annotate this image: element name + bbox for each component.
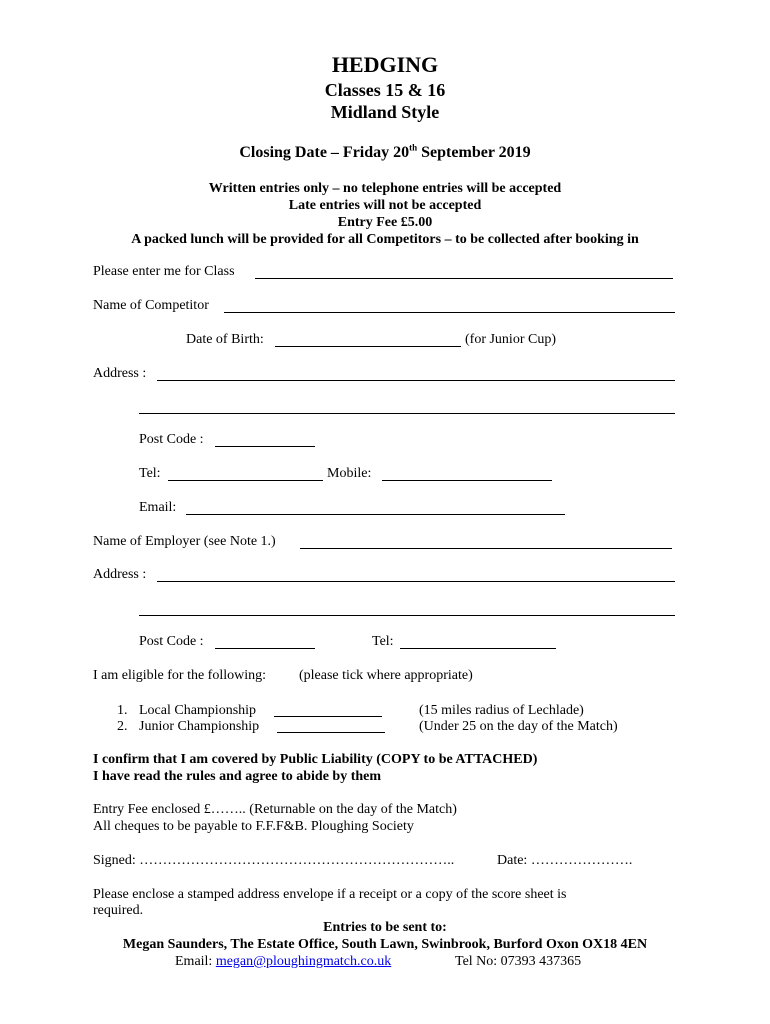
dob-label: Date of Birth:	[186, 332, 264, 347]
date-field[interactable]: Date: ………………….	[497, 853, 633, 868]
style-heading: Midland Style	[330, 102, 440, 122]
postcode-label: Post Code :	[139, 432, 204, 447]
dob-field[interactable]	[275, 346, 461, 347]
eligibility-num-2: 2.	[117, 719, 128, 734]
address-field-1[interactable]	[157, 380, 675, 381]
sae-note-line-2: required.	[93, 903, 144, 918]
postcode-field[interactable]	[215, 446, 315, 447]
notice-packed-lunch: A packed lunch will be provided for all Competitors – to be collected after booking in	[131, 232, 639, 247]
sae-note-line-1: Please enclose a stamped address envelope if a receipt or a copy of the score sheet is	[93, 887, 567, 902]
employer-address-field-2[interactable]	[139, 615, 675, 616]
confirm-public-liability: I confirm that I am covered by Public Liability (COPY to be ATTACHED)	[93, 752, 538, 767]
dob-note: (for Junior Cup)	[465, 332, 556, 347]
eligibility-note-local: (15 miles radius of Lechlade)	[419, 703, 584, 718]
mobile-field[interactable]	[382, 480, 552, 481]
class-field[interactable]	[255, 278, 673, 279]
notice-written-entries: Written entries only – no telephone entries will be accepted	[208, 181, 562, 196]
employer-tel-label: Tel:	[372, 634, 394, 649]
signed-field[interactable]: Signed: …………………………………………………………..	[93, 853, 455, 868]
eligibility-intro: I am eligible for the following:	[93, 668, 267, 683]
employer-postcode-label: Post Code :	[139, 634, 204, 649]
closing-date-sup: th	[409, 142, 418, 153]
employer-address-field-1[interactable]	[157, 581, 675, 582]
eligibility-label-local: Local Championship	[139, 703, 257, 718]
footer-email	[175, 954, 391, 970]
email-link[interactable]: megan@ploughingmatch.co.uk	[215, 954, 392, 969]
cheques-payable: All cheques to be payable to F.F.F&B. Ploughing Society	[93, 819, 414, 834]
confirm-rules: I have read the rules and agree to abide by them	[93, 769, 382, 784]
tel-label: Tel:	[139, 466, 161, 481]
mobile-label: Mobile:	[327, 466, 372, 481]
eligibility-label-junior: Junior Championship	[139, 719, 260, 734]
employer-address-label: Address :	[93, 567, 147, 582]
closing-date-prefix: Closing Date – Friday 20	[239, 144, 410, 161]
closing-date	[0, 144, 770, 162]
competitor-label: Name of Competitor	[93, 298, 209, 313]
page-title: HEDGING	[331, 52, 439, 77]
notice-entry-fee: Entry Fee £5.00	[337, 215, 433, 230]
class-label: Please enter me for Class	[93, 264, 235, 279]
email-label: Email:	[139, 500, 177, 515]
send-to-address: Megan Saunders, The Estate Office, South Lawn, Swinbrook, Burford Oxon OX18 4EN	[122, 937, 648, 952]
address-field-2[interactable]	[139, 413, 675, 414]
competitor-field[interactable]	[224, 312, 675, 313]
eligibility-note: (please tick where appropriate)	[299, 668, 473, 683]
classes-heading: Classes 15 & 16	[324, 80, 446, 100]
junior-championship-tick-field[interactable]	[277, 732, 385, 733]
fee-enclosed: Entry Fee enclosed £…….. (Returnable on the day of the Match)	[93, 802, 457, 817]
footer-tel: Tel No: 07393 437365	[455, 954, 582, 969]
eligibility-note-junior: (Under 25 on the day of the Match)	[419, 719, 618, 734]
closing-date-suffix: September 2019	[417, 144, 531, 161]
employer-field[interactable]	[300, 548, 672, 549]
notice-late-entries: Late entries will not be accepted	[288, 198, 482, 213]
employer-postcode-field[interactable]	[215, 648, 315, 649]
footer-email-label: Email:	[175, 954, 216, 969]
employer-tel-field[interactable]	[400, 648, 556, 649]
eligibility-num-1: 1.	[117, 703, 128, 718]
address-label: Address :	[93, 366, 147, 381]
employer-label: Name of Employer (see Note 1.)	[93, 534, 276, 549]
send-to-heading: Entries to be sent to:	[323, 920, 447, 935]
email-field[interactable]	[186, 514, 565, 515]
local-championship-tick-field[interactable]	[274, 716, 382, 717]
tel-field[interactable]	[168, 480, 323, 481]
